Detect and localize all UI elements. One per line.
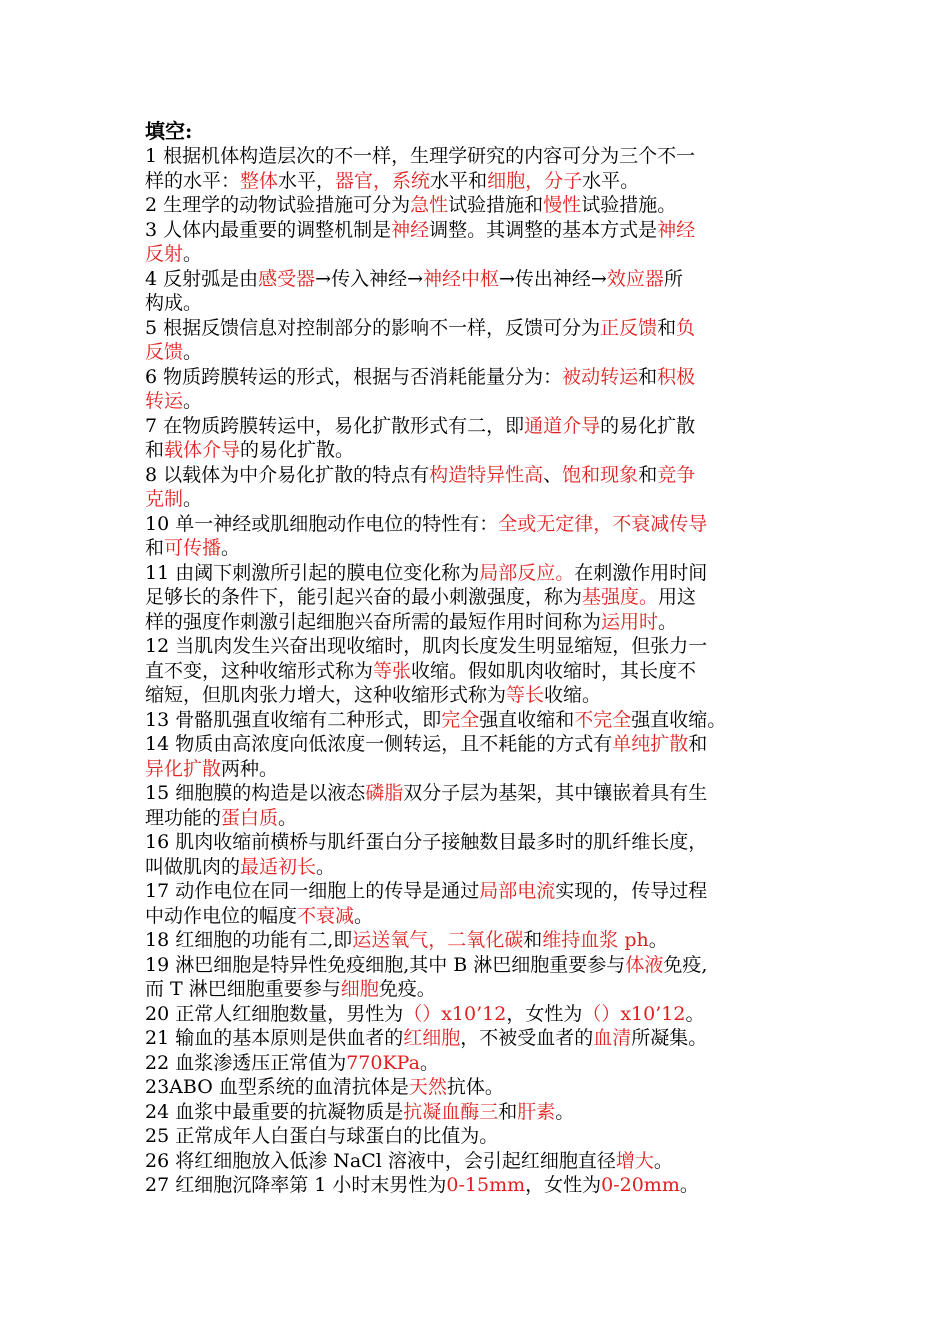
question-text: 调整。其调整的基本方式是 bbox=[429, 218, 658, 241]
text-line bbox=[145, 683, 813, 708]
answer-text: 局部电流 bbox=[479, 880, 556, 902]
question-text: 水平。 bbox=[582, 169, 640, 192]
question-text: 19 淋巴细胞是特异性免疫细胞,其中 B 淋巴细胞重要参与 bbox=[145, 953, 626, 976]
answer-text: 积极 bbox=[657, 365, 696, 388]
question-text: 和 bbox=[498, 1100, 518, 1123]
answer-text: 细胞，分子 bbox=[487, 169, 583, 192]
question-text: 和 bbox=[523, 929, 543, 951]
question-text: 8 以载体为中介易化扩散的特点有 bbox=[145, 463, 430, 486]
text-line bbox=[145, 1173, 813, 1198]
question-text: 。 bbox=[183, 390, 203, 412]
text-line bbox=[145, 291, 813, 316]
answer-text: 红细胞 bbox=[403, 1027, 461, 1049]
question-text: 强直收缩和 bbox=[479, 708, 575, 731]
answer-text: 增大 bbox=[615, 1149, 654, 1172]
question-text: 实现的，传导过程 bbox=[555, 880, 708, 902]
answer-text: 竞争 bbox=[657, 463, 696, 486]
question-text: 27 红细胞沉降率第 1 小时末男性为 bbox=[145, 1174, 447, 1196]
question-text: 24 血浆中最重要的抗凝物质是 bbox=[145, 1100, 404, 1123]
answer-text: （）x10’12 bbox=[403, 1002, 507, 1025]
question-text: ，女性为 bbox=[506, 1002, 583, 1025]
question-text: ，不被受血者的 bbox=[460, 1027, 594, 1049]
text-line bbox=[145, 610, 813, 635]
text-line bbox=[145, 806, 813, 831]
answer-text: 运送氧气，二氧化碳 bbox=[352, 929, 524, 951]
question-text: 4 反射弧是由 bbox=[145, 267, 259, 290]
text-line bbox=[145, 904, 813, 929]
answer-text: 负 bbox=[676, 316, 696, 339]
text-line bbox=[145, 267, 813, 292]
answer-text: 异化扩散 bbox=[145, 757, 222, 780]
question-text: 。 bbox=[653, 1149, 673, 1172]
question-text: 试验措施和 bbox=[448, 194, 544, 216]
question-text: 12 当肌肉发生兴奋出现收缩时，肌肉长度发生明显缩短，但张力一 bbox=[145, 635, 708, 657]
question-text: 。 bbox=[658, 610, 678, 633]
answer-text: 神经 bbox=[657, 218, 696, 241]
question-text: 。 bbox=[183, 488, 203, 510]
question-text: 16 肌肉收缩前横桥与肌纤蛋白分子接触数目最多时的肌纤维长度， bbox=[145, 831, 708, 853]
answer-text: 最适初长 bbox=[240, 855, 317, 878]
question-text: 6 物质跨膜转运的形式，根据与否消耗能量分为： bbox=[145, 365, 563, 388]
question-text: 直不变，这种收缩形式称为 bbox=[145, 659, 374, 682]
text-line bbox=[145, 414, 813, 439]
answer-text: 蛋白质 bbox=[221, 806, 279, 829]
answer-text: 器官，系统 bbox=[335, 169, 431, 192]
question-text: 10 单一神经或肌细胞动作电位的特性有： bbox=[145, 512, 499, 535]
question-text: 样的强度作刺激引起细胞兴奋所需的最短作用时间称为 bbox=[145, 610, 602, 633]
question-text: 样的水平： bbox=[145, 169, 241, 192]
text-line bbox=[145, 340, 813, 365]
text-line bbox=[145, 757, 813, 782]
question-text: 14 物质由高浓度向低浓度一侧转运，且不耗能的方式有 bbox=[145, 733, 613, 755]
answer-text: 不完全 bbox=[574, 708, 632, 731]
question-text: 双分子层为基架，其中镶嵌着具有生 bbox=[403, 782, 708, 804]
question-text: 18 红细胞的功能有二,即 bbox=[145, 929, 353, 951]
answer-text: 神经中枢 bbox=[423, 267, 500, 290]
text-line bbox=[145, 879, 813, 904]
question-text: 和 bbox=[145, 537, 165, 559]
question-text: 叫做肌肉的 bbox=[145, 855, 241, 878]
text-line bbox=[145, 1051, 813, 1076]
question-text: 。 bbox=[316, 855, 336, 878]
text-line bbox=[145, 487, 813, 512]
answer-text: 构造特异性高 bbox=[429, 463, 544, 486]
question-text: 23ABO 血型系统的血清抗体是 bbox=[145, 1076, 409, 1098]
question-text: 足够长的条件下，能引起兴奋的最小刺激强度，称为 bbox=[145, 586, 583, 608]
answer-text: 抗凝血酶三 bbox=[403, 1100, 499, 1123]
answer-text: 可传播 bbox=[164, 537, 222, 559]
question-text: 。 bbox=[419, 1051, 439, 1074]
text-line bbox=[145, 316, 813, 341]
question-text: 。 bbox=[183, 243, 203, 265]
answer-text: 维持血浆 ph bbox=[542, 929, 649, 951]
question-text: 和 bbox=[145, 439, 165, 461]
question-text: 和 bbox=[657, 316, 677, 339]
question-text: 5 根据反馈信息对控制部分的影响不一样，反馈可分为 bbox=[145, 316, 601, 339]
question-text: 。 bbox=[685, 1002, 705, 1025]
question-text: 。 bbox=[354, 904, 374, 927]
answer-text: 细胞 bbox=[340, 978, 379, 1000]
answer-text: 慢性 bbox=[543, 194, 582, 216]
question-text: 22 血浆渗透压正常值为 bbox=[145, 1051, 347, 1074]
answer-text: 局部反应。 bbox=[479, 561, 575, 584]
question-text: 1 根据机体构造层次的不一样，生理学研究的内容可分为三个不一 bbox=[145, 145, 696, 167]
text-line bbox=[145, 732, 813, 757]
text-line bbox=[145, 144, 813, 169]
question-text: 25 正常成年人白蛋白与球蛋白的比值为。 bbox=[145, 1125, 499, 1147]
question-text: ，女性为 bbox=[525, 1174, 602, 1196]
fill-in-list bbox=[145, 144, 813, 1198]
answer-text: 急性 bbox=[410, 194, 449, 216]
text-line bbox=[145, 659, 813, 684]
question-text: 免疫, bbox=[663, 953, 708, 976]
question-text: 15 细胞膜的构造是以液态 bbox=[145, 782, 366, 804]
text-line bbox=[145, 1124, 813, 1149]
question-text: 抗体。 bbox=[446, 1076, 504, 1098]
question-text: 强直收缩。 bbox=[631, 708, 727, 731]
question-text: 20 正常人红细胞数量，男性为 bbox=[145, 1002, 404, 1025]
answer-text: 0-20mm bbox=[601, 1174, 680, 1196]
question-text: 。 bbox=[648, 929, 668, 951]
answer-text: 0-15mm bbox=[446, 1174, 526, 1196]
answer-text: （）x10’12 bbox=[582, 1002, 686, 1025]
question-text: 水平和 bbox=[430, 169, 488, 192]
answer-text: 基强度。 bbox=[582, 586, 659, 608]
question-text: 和 bbox=[638, 365, 658, 388]
document-page bbox=[145, 118, 813, 1198]
section-heading: 填空: bbox=[145, 119, 193, 143]
answer-text: 单纯扩散 bbox=[612, 733, 689, 755]
answer-text: 天然 bbox=[408, 1076, 447, 1098]
question-text: 3 人体内最重要的调整机制是 bbox=[145, 218, 392, 241]
question-text: 。 bbox=[183, 341, 203, 363]
question-text: 和 bbox=[688, 733, 708, 755]
text-line bbox=[145, 1100, 813, 1125]
question-text: 17 动作电位在同一细胞上的传导是通过 bbox=[145, 880, 480, 902]
answer-text: 整体 bbox=[240, 169, 279, 192]
question-text: 构成。 bbox=[145, 292, 203, 314]
question-text: 的易化扩散 bbox=[600, 414, 696, 437]
question-text: 两种。 bbox=[221, 757, 279, 780]
text-line bbox=[145, 536, 813, 561]
text-line bbox=[145, 512, 813, 537]
question-text: 26 将红细胞放入低渗 NaCl 溶液中，会引起红细胞直径 bbox=[145, 1149, 616, 1172]
answer-text: 通道介导 bbox=[524, 414, 601, 437]
answer-text: 肝素 bbox=[517, 1100, 556, 1123]
answer-text: 磷脂 bbox=[365, 782, 404, 804]
question-text: 收缩。 bbox=[544, 684, 602, 706]
text-line bbox=[145, 855, 813, 880]
answer-text: 载体介导 bbox=[164, 439, 241, 461]
text-line bbox=[145, 389, 813, 414]
question-text: 13 骨骼肌强直收缩有二种形式，即 bbox=[145, 708, 442, 731]
answer-text: 血清 bbox=[593, 1027, 632, 1049]
question-text: →传入神经→ bbox=[315, 267, 423, 290]
text-line bbox=[145, 1002, 813, 1027]
answer-text: 正反馈 bbox=[600, 316, 658, 339]
text-line bbox=[145, 953, 813, 978]
text-line bbox=[145, 1075, 813, 1100]
text-line bbox=[145, 242, 813, 267]
question-text: 免疫。 bbox=[378, 978, 436, 1000]
text-line bbox=[145, 928, 813, 953]
question-text: 11 由阈下刺激所引起的膜电位变化称为 bbox=[145, 561, 480, 584]
text-line bbox=[145, 438, 813, 463]
question-text: 在刺激作用时间 bbox=[574, 561, 708, 584]
text-line bbox=[145, 463, 813, 488]
question-text: 、 bbox=[543, 463, 563, 486]
answer-text: 效应器 bbox=[606, 267, 664, 290]
question-text: 的易化扩散。 bbox=[240, 439, 355, 461]
question-text: 和 bbox=[638, 463, 658, 486]
question-text: 缩短，但肌肉张力增大，这种收缩形式称为 bbox=[145, 684, 507, 706]
answer-text: 饱和现象 bbox=[562, 463, 639, 486]
question-text: 所凝集。 bbox=[631, 1027, 708, 1049]
question-text: 7 在物质跨膜转运中，易化扩散形式有二，即 bbox=[145, 414, 525, 437]
answer-text: 770KPa bbox=[346, 1051, 420, 1074]
question-text: 而 T 淋巴细胞重要参与 bbox=[145, 978, 341, 1000]
answer-text: 体液 bbox=[625, 953, 664, 976]
question-text: →传出神经→ bbox=[499, 267, 607, 290]
text-line bbox=[145, 1026, 813, 1051]
answer-text: 运用时 bbox=[601, 610, 659, 633]
text-line bbox=[145, 193, 813, 218]
question-text: 理功能的 bbox=[145, 806, 222, 829]
text-line bbox=[145, 977, 813, 1002]
answer-text: 完全 bbox=[441, 708, 480, 731]
question-text: 水平， bbox=[278, 169, 336, 192]
question-text: 中动作电位的幅度 bbox=[145, 904, 298, 927]
answer-text: 转运 bbox=[145, 390, 184, 412]
text-line bbox=[145, 561, 813, 586]
answer-text: 被动转运 bbox=[562, 365, 639, 388]
text-line bbox=[145, 218, 813, 243]
question-text: 试验措施。 bbox=[581, 194, 677, 216]
question-text: 用这 bbox=[658, 586, 697, 608]
text-line bbox=[145, 634, 813, 659]
question-text: 。 bbox=[278, 806, 298, 829]
question-text: 收缩。假如肌肉收缩时，其长度不 bbox=[411, 659, 697, 682]
text-line bbox=[145, 781, 813, 806]
question-text: 。 bbox=[221, 537, 241, 559]
answer-text: 反射 bbox=[145, 243, 184, 265]
text-line bbox=[145, 1149, 813, 1174]
text-line bbox=[145, 365, 813, 390]
text-line bbox=[145, 585, 813, 610]
answer-text: 等张 bbox=[373, 659, 412, 682]
answer-text: 反馈 bbox=[145, 341, 184, 363]
question-text: 所 bbox=[663, 267, 683, 290]
text-line bbox=[145, 169, 813, 194]
answer-text: 不衰减 bbox=[297, 904, 355, 927]
question-text: 21 输血的基本原则是供血者的 bbox=[145, 1027, 404, 1049]
answer-text: 神经 bbox=[391, 218, 430, 241]
question-text: 。 bbox=[555, 1100, 575, 1123]
question-text: 2 生理学的动物试验措施可分为 bbox=[145, 194, 411, 216]
answer-text: 全或无定律，不衰减传导 bbox=[498, 512, 708, 535]
text-line bbox=[145, 830, 813, 855]
answer-text: 等长 bbox=[506, 684, 545, 706]
text-line bbox=[145, 708, 813, 733]
answer-text: 感受器 bbox=[258, 267, 316, 290]
question-text: 。 bbox=[679, 1174, 699, 1196]
answer-text: 克制 bbox=[145, 488, 184, 510]
